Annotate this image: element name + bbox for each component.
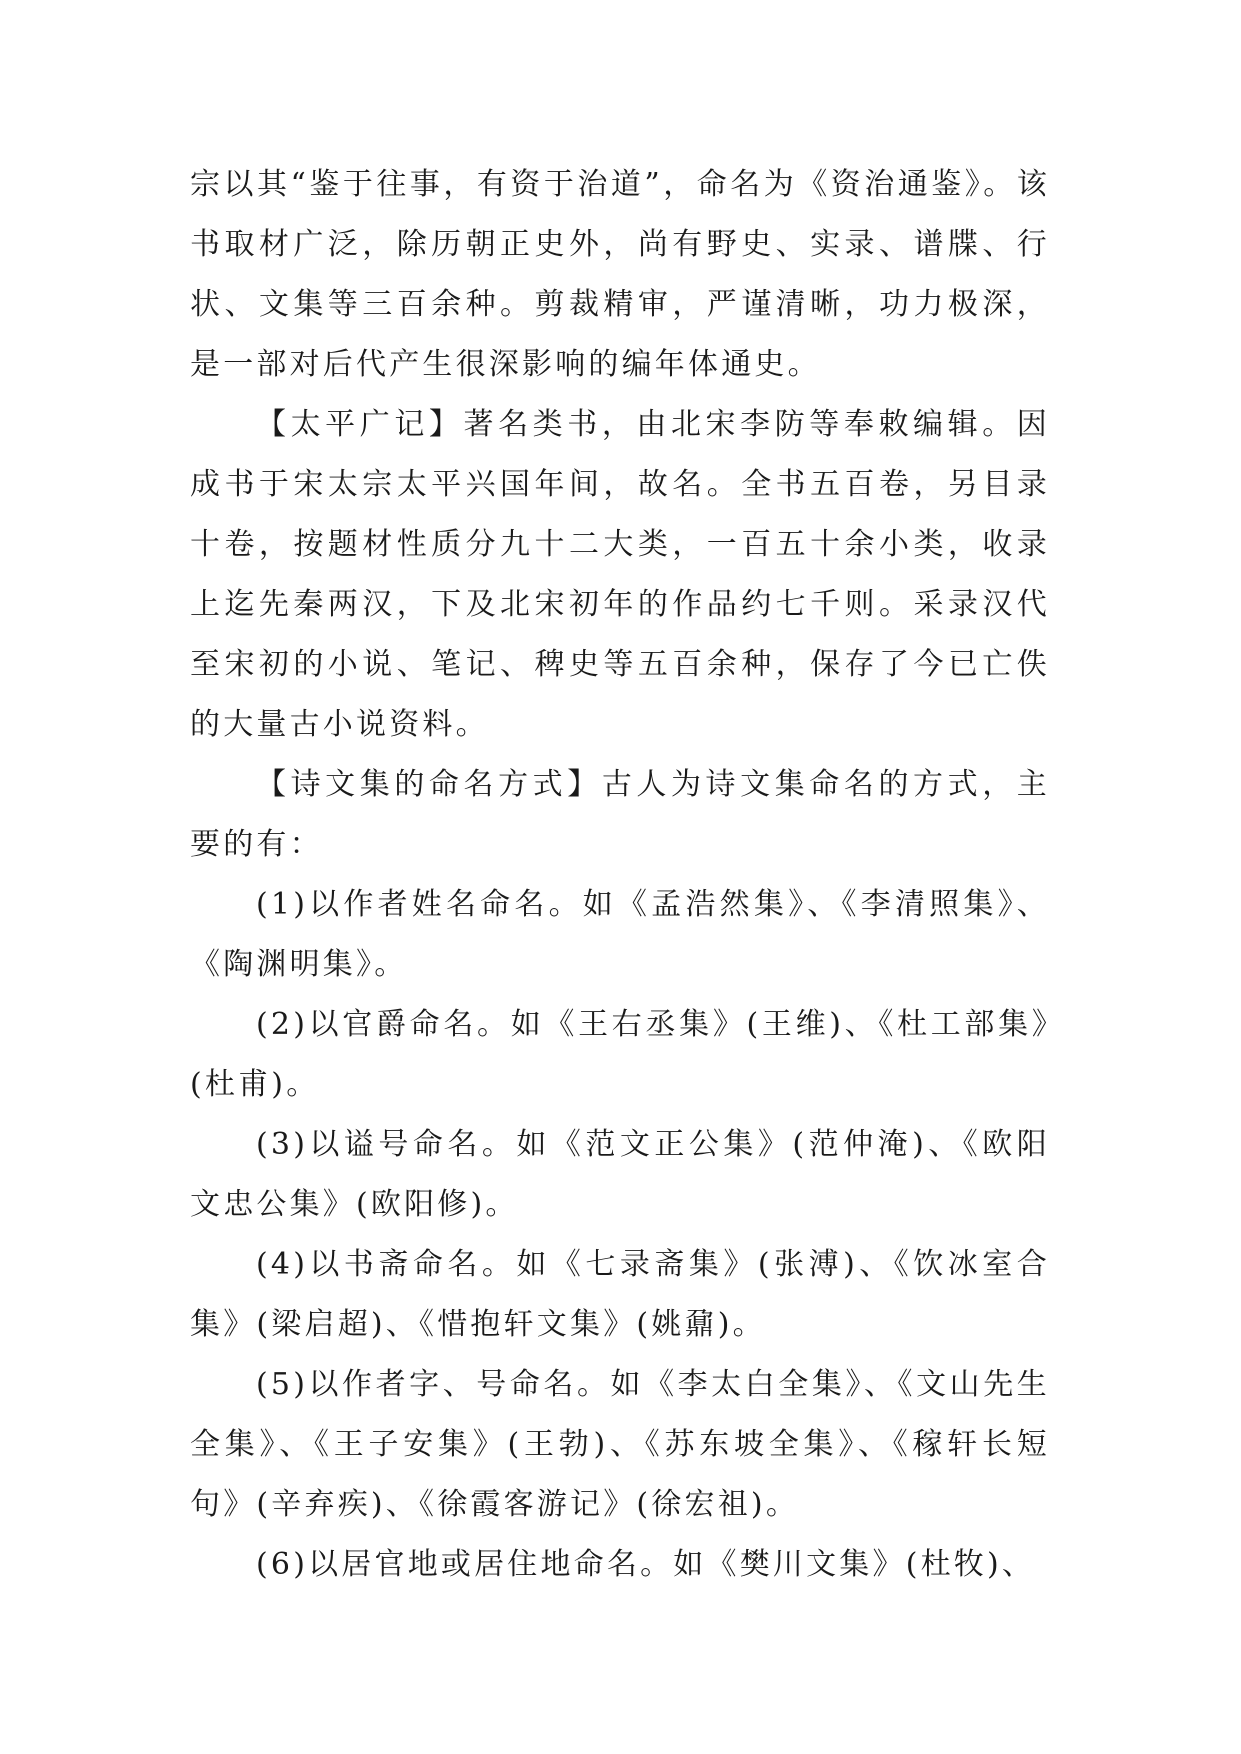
list-item-1: (1)以作者姓名命名。如《孟浩然集》、《李清照集》、《陶渊明集》。 [190, 887, 1050, 982]
list-item-3: (3)以谥号命名。如《范文正公集》(范仲淹)、《欧阳文忠公集》(欧阳修)。 [190, 1127, 1050, 1222]
paragraph-zizhi-tongjian-continued: 宗以其“鉴于往事，有资于治道”，命名为《资治通鉴》。该书取材广泛，除历朝正史外，尚有野史、实录、谱牒、行状、文集等三百余种。剪裁精审，严谨清晰，功力极深，是一部对后代产生很深影响的编年体通史。 [190, 167, 1050, 382]
paragraph-taiping-guangji: 【太平广记】著名类书，由北宋李防等奉敕编辑。因成书于宋太宗太平兴国年间，故名。全书五百卷，另目录十卷，按题材性质分九十二大类，一百五十余小类，收录上迄先秦两汉，下及北宋初年的作品约七千则。采录汉代至宋初的小说、笔记、稗史等五百余种，保存了今已亡佚的大量古小说资料。 [190, 407, 1050, 742]
list-item-5: (5)以作者字、号命名。如《李太白全集》、《文山先生全集》、《王子安集》(王勃)、《苏东坡全集》、《稼轩长短句》(辛弃疾)、《徐霞客游记》(徐宏祖)。 [190, 1367, 1050, 1522]
list-item-2: (2)以官爵命名。如《王右丞集》(王维)、《杜工部集》(杜甫)。 [190, 1007, 1050, 1102]
list-item-6: (6)以居官地或居住地命名。如《樊川文集》(杜牧)、 [256, 1547, 1036, 1582]
paragraph-naming-methods-heading: 【诗文集的命名方式】古人为诗文集命名的方式，主要的有： [190, 767, 1050, 862]
document-body [190, 155, 1050, 1595]
list-item-4: (4)以书斋命名。如《七录斋集》(张溥)、《饮冰室合集》(梁启超)、《惜抱轩文集》(姚鼐)。 [190, 1247, 1050, 1342]
